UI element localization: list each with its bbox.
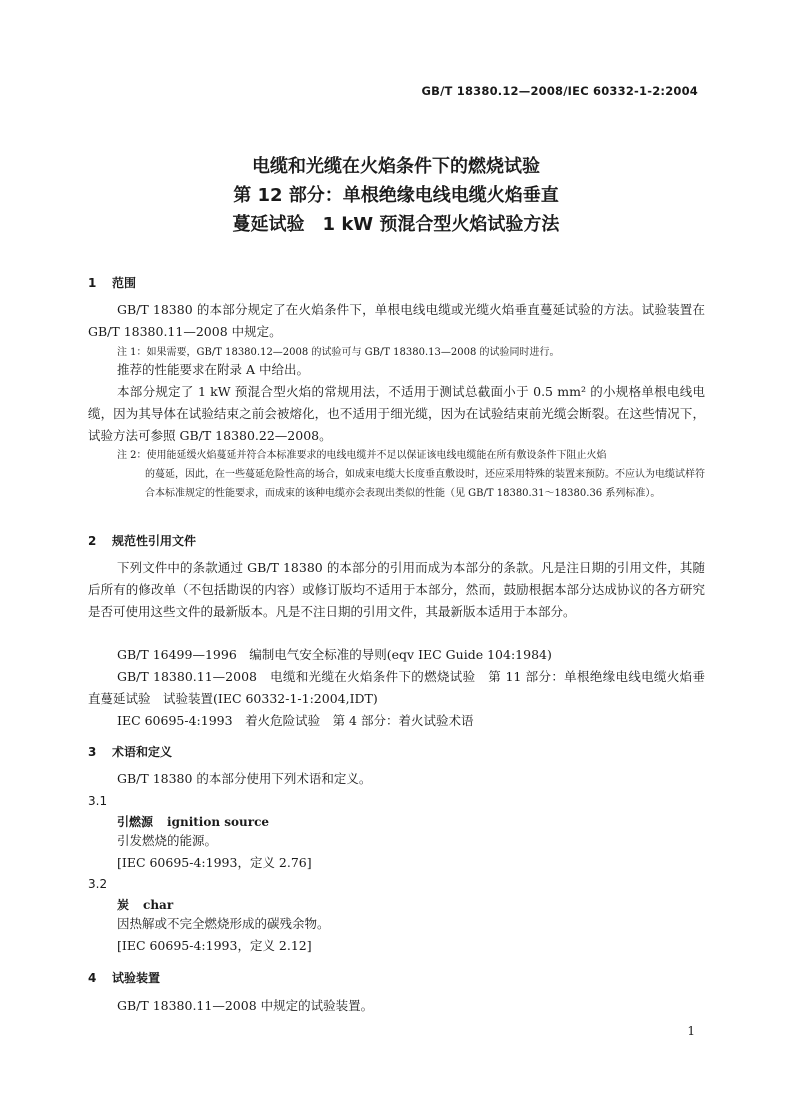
normative-reference-1: GB/T 16499—1996 编制电气安全标准的导则(eqv IEC Guide 104:1984) <box>117 647 552 662</box>
section-2-heading <box>88 532 196 549</box>
scope-note-1: 注 1：如果需要，GB/T 18380.12—2008 的试验可与 GB/T 18380.13—2008 的试验同时进行。 <box>117 347 560 358</box>
section-number: 1 <box>88 276 97 290</box>
term-3-2-heading <box>117 896 173 913</box>
section-number: 4 <box>88 971 97 985</box>
section-title: 术语和定义 <box>112 745 173 759</box>
term-3-1-definition: 引发燃烧的能源。 <box>117 833 218 848</box>
term-3-1-number: 3.1 <box>88 794 108 808</box>
section-number: 3 <box>88 745 97 759</box>
term-3-1-source: [IEC 60695-4:1993，定义 2.76] <box>117 855 312 870</box>
title-line-2: 第 12 部分：单根绝缘电线电缆火焰垂直 <box>233 185 559 206</box>
scope-note-2-continuation: 的蔓延，因此，在一些蔓延危险性高的场合，如成束电缆大长度垂直敷设时，还应采用特殊的装置来预防。不应认为电缆试样符合本标准规定的性能要求，而成束的该种电缆亦会表现出类似的性能（见 GB/T 18380.31～18380.36 系列标准）。 <box>145 469 705 499</box>
note-label: 注 2： <box>117 450 147 461</box>
title-line-1: 电缆和光缆在火焰条件下的燃烧试验 <box>252 156 540 177</box>
section-1-heading <box>88 274 136 291</box>
section-number: 2 <box>88 534 97 548</box>
apparatus-paragraph: GB/T 18380.11—2008 中规定的试验装置。 <box>117 998 374 1013</box>
note-text: 使用能延缓火焰蔓延并符合本标准要求的电线电缆并不足以保证该电线电缆能在所有敷设条件下阻止火焰 <box>146 450 607 461</box>
section-title: 范围 <box>112 276 137 290</box>
scope-paragraph-1: GB/T 18380 的本部分规定了在火焰条件下，单根电线电缆或光缆火焰垂直蔓延试验的方法。试验装置在 GB/T 18380.11—2008 中规定。 <box>88 302 705 339</box>
section-3-heading <box>88 743 172 760</box>
standard-code-header: GB/T 18380.12—2008/IEC 60332-1-2:2004 <box>421 84 698 98</box>
normative-reference-3: IEC 60695-4:1993 着火危险试验 第 4 部分：着火试验术语 <box>117 713 474 728</box>
page-number: 1 <box>687 1024 695 1038</box>
term-3-2-source: [IEC 60695-4:1993，定义 2.12] <box>117 938 312 953</box>
section-4-heading <box>88 969 160 986</box>
section-title: 试验装置 <box>112 971 161 985</box>
term-3-2-number: 3.2 <box>88 877 108 891</box>
scope-note-2-first-line <box>117 446 705 465</box>
document-title <box>0 152 792 239</box>
term-english: ignition source <box>167 815 270 829</box>
title-line-3: 蔓延试验 1 kW 预混合型火焰试验方法 <box>232 214 560 235</box>
normative-paragraph: 下列文件中的条款通过 GB/T 18380 的本部分的引用而成为本部分的条款。凡是注日期的引用文件，其随后所有的修改单（不包括勘误的内容）或修订版均不适用于本部分，然而，鼓励根据本部分达成协议的各方研究是否可使用这些文件的最新版本。凡是不注日期的引用文件，其最新版本适用于本部分。 <box>88 560 705 619</box>
section-title: 规范性引用文件 <box>112 534 197 548</box>
term-chinese: 引燃源 <box>117 815 154 829</box>
scope-paragraph-2: 推荐的性能要求在附录 A 中给出。 <box>117 362 309 377</box>
term-english: char <box>143 898 174 912</box>
scope-paragraph-3: 本部分规定了 1 kW 预混合型火焰的常规用法，不适用于测试总截面小于 0.5 mm² 的小规格单根电线电缆，因为其导体在试验结束之前会被熔化，也不适用于细光缆，因为在试验结束前光缆会断裂。在这些情况下，试验方法可参照 GB/T 18380.22—2008。 <box>88 384 705 443</box>
normative-reference-2: GB/T 18380.11—2008 电缆和光缆在火焰条件下的燃烧试验 第 11 部分：单根绝缘电线电缆火焰垂直蔓延试验 试验装置(IEC 60332-1-1:2004,IDT) <box>88 669 705 706</box>
term-3-1-heading <box>117 813 269 830</box>
term-chinese: 炭 <box>117 898 130 912</box>
terms-intro: GB/T 18380 的本部分使用下列术语和定义。 <box>117 771 372 786</box>
term-3-2-definition: 因热解或不完全燃烧形成的碳残余物。 <box>117 916 330 931</box>
